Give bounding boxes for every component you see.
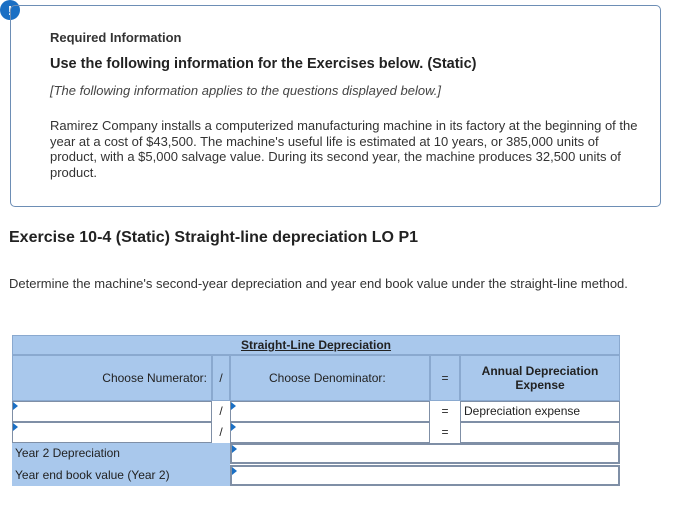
scenario-text: Ramirez Company installs a computerized manufacturing machine in its factory at the beginning of the year at a cost of $43,500. The machine's useful life is estimated at 10 years, or 385,000 units of product, with a $5,000 salvage value. During its second year, the machine produces 32,500 units of product. <box>50 118 638 180</box>
equals-operator: = <box>430 355 460 401</box>
applies-note: [The following information applies to the questions displayed below.] <box>50 83 441 98</box>
divide-operator: / <box>212 355 230 401</box>
straight-line-depreciation-table <box>12 335 620 490</box>
use-info-heading: Use the following information for the Exercises below. (Static) <box>50 56 477 72</box>
numerator-header: Choose Numerator: <box>102 371 207 385</box>
denominator-select-row2[interactable] <box>230 422 430 443</box>
exercise-title: Exercise 10-4 (Static) Straight-line depreciation LO P1 <box>9 229 419 246</box>
year2-depreciation-input[interactable] <box>230 443 620 464</box>
dropdown-arrow-icon <box>232 467 237 475</box>
equals-operator-row1: = <box>441 404 449 418</box>
numerator-select-row2[interactable] <box>12 422 212 443</box>
exercise-instructions: Determine the machine's second-year depreciation and year end book value under the straight-line method. <box>9 276 628 291</box>
dropdown-arrow-icon <box>13 423 18 431</box>
numerator-header-cell <box>12 355 212 401</box>
annual-depreciation-header: Annual Depreciation Expense <box>460 355 620 401</box>
divide-operator-row1: / <box>219 404 223 418</box>
denominator-header-cell <box>230 355 430 401</box>
result-input-row2[interactable] <box>460 422 620 443</box>
table-title: Straight-Line Depreciation <box>12 335 620 355</box>
denominator-select-row1[interactable] <box>230 401 430 422</box>
equals-operator-row2: = <box>441 425 449 439</box>
depreciation-expense-result: Depreciation expense <box>460 401 620 422</box>
year-end-book-value-input[interactable] <box>230 465 620 486</box>
year2-depreciation-label: Year 2 Depreciation <box>12 443 230 464</box>
numerator-select-row1[interactable] <box>12 401 212 422</box>
denominator-header: Choose Denominator: <box>269 371 386 385</box>
required-information-title: Required Information <box>50 30 182 45</box>
dropdown-arrow-icon <box>231 402 236 410</box>
year-end-book-value-label: Year end book value (Year 2) <box>12 464 230 486</box>
divide-operator-row2: / <box>219 425 223 439</box>
dropdown-arrow-icon <box>231 423 236 431</box>
dropdown-arrow-icon <box>13 402 18 410</box>
dropdown-arrow-icon <box>232 445 237 453</box>
alert-icon: ! <box>0 0 20 20</box>
